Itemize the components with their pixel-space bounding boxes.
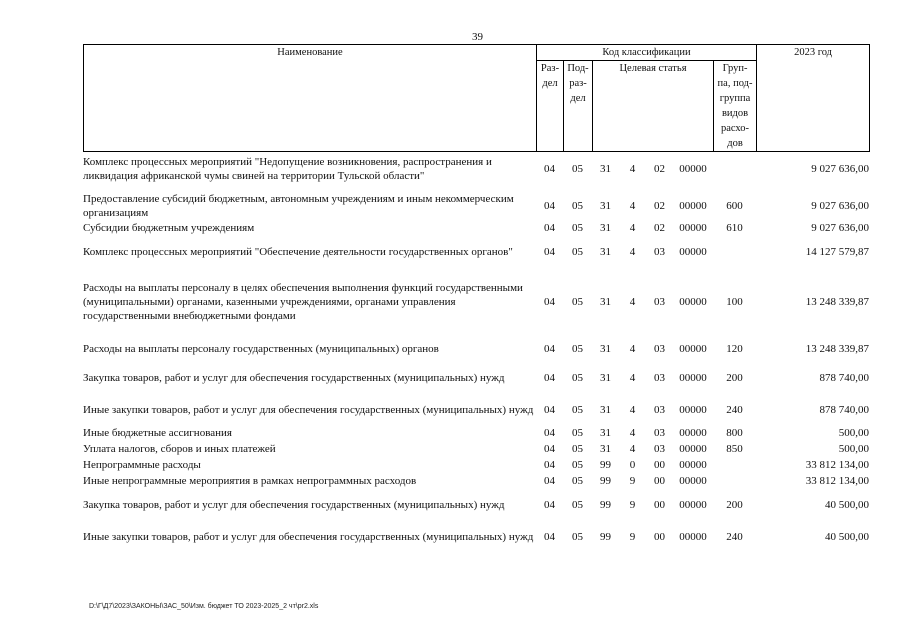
cell-vr: 120 xyxy=(726,343,743,355)
table-row xyxy=(83,336,869,362)
cell-name: Уплата налогов, сборов и иных платежей xyxy=(83,443,276,455)
header-subsection: Под- раз- дел xyxy=(564,61,593,152)
cell-name: Иные закупки товаров, работ и услуг для обеспечения государственных (муниципальных) нужд xyxy=(83,530,534,543)
cell-cs4: 00000 xyxy=(679,530,707,543)
cell-razdel: 04 xyxy=(544,163,555,175)
cell-razdel: 04 xyxy=(544,443,555,455)
cell-razdel: 04 xyxy=(544,295,555,308)
cell-name: Расходы на выплаты персоналу государственных (муниципальных) органов xyxy=(83,343,439,355)
cell-cs3: 03 xyxy=(654,245,665,258)
cell-razdel: 04 xyxy=(544,343,555,355)
cell-cs1: 31 xyxy=(600,163,611,175)
cell-podrazdel: 05 xyxy=(572,403,583,416)
cell-cs4: 00000 xyxy=(679,475,707,487)
cell-cs1: 31 xyxy=(600,403,611,416)
cell-cs1: 99 xyxy=(600,459,611,471)
cell-amount: 500,00 xyxy=(838,427,869,439)
cell-amount: 9 027 636,00 xyxy=(811,163,869,175)
cell-vr xyxy=(713,236,756,267)
cell-vr: 240 xyxy=(726,403,743,416)
cell-name: Комплекс процессных мероприятий "Обеспечение деятельности государственных органов" xyxy=(83,245,513,258)
cell-cs4: 00000 xyxy=(679,199,707,212)
cell-podrazdel: 05 xyxy=(572,498,583,511)
table-row xyxy=(83,489,869,520)
table-row xyxy=(83,473,869,489)
cell-cs1: 31 xyxy=(600,199,611,212)
cell-podrazdel: 05 xyxy=(572,372,583,384)
cell-cs3: 03 xyxy=(654,343,665,355)
cell-razdel: 04 xyxy=(544,475,555,487)
cell-razdel: 04 xyxy=(544,245,555,258)
cell-cs2: 4 xyxy=(629,295,636,308)
cell-amount: 33 812 134,00 xyxy=(805,459,869,471)
cell-cs4: 00000 xyxy=(679,459,707,471)
cell-name: Иные закупки товаров, работ и услуг для обеспечения государственных (муниципальных) нужд xyxy=(83,403,534,416)
cell-podrazdel: 05 xyxy=(572,443,583,455)
cell-amount: 33 812 134,00 xyxy=(805,475,869,487)
cell-cs3: 02 xyxy=(654,163,665,175)
cell-cs1: 99 xyxy=(600,475,611,487)
cell-cs4: 00000 xyxy=(679,498,707,511)
cell-vr xyxy=(713,147,756,191)
header-year: 2023 год xyxy=(757,45,870,152)
data-table xyxy=(83,147,869,553)
cell-razdel: 04 xyxy=(544,403,555,416)
cell-amount: 40 500,00 xyxy=(825,498,869,511)
cell-cs3: 00 xyxy=(654,475,665,487)
cell-amount: 500,00 xyxy=(838,443,869,455)
cell-podrazdel: 05 xyxy=(572,199,583,212)
cell-cs3: 02 xyxy=(654,199,665,212)
table-row xyxy=(83,191,869,220)
cell-vr: 200 xyxy=(726,498,743,511)
cell-podrazdel: 05 xyxy=(572,459,583,471)
cell-cs3: 03 xyxy=(654,443,665,455)
cell-cs4: 00000 xyxy=(679,245,707,258)
cell-podrazdel: 05 xyxy=(572,475,583,487)
cell-cs4: 00000 xyxy=(679,295,707,308)
cell-cs1: 99 xyxy=(600,498,611,511)
header-section: Раз- дел xyxy=(537,61,564,152)
cell-cs2: 9 xyxy=(629,530,636,543)
cell-cs1: 31 xyxy=(600,222,611,234)
cell-name: Субсидии бюджетным учреждениям xyxy=(83,222,255,234)
cell-razdel: 04 xyxy=(544,427,555,439)
cell-vr: 200 xyxy=(726,372,743,384)
cell-amount: 9 027 636,00 xyxy=(811,199,869,212)
table-row xyxy=(83,520,869,553)
cell-cs2: 9 xyxy=(629,498,636,511)
cell-name: Иные бюджетные ассигнования xyxy=(83,427,232,439)
cell-cs3: 03 xyxy=(654,372,665,384)
cell-cs2: 4 xyxy=(629,199,636,212)
cell-cs1: 31 xyxy=(600,427,611,439)
cell-cs3: 03 xyxy=(654,295,665,308)
cell-cs1: 31 xyxy=(600,343,611,355)
cell-vr: 600 xyxy=(726,199,743,212)
cell-name: Комплекс процессных мероприятий "Недопущение возникновения, распространения и ликвидация африканской чумы свиней на территории Тульской области" xyxy=(83,156,492,182)
cell-cs3: 03 xyxy=(654,403,665,416)
cell-cs2: 4 xyxy=(629,427,636,439)
cell-cs3: 02 xyxy=(654,222,665,234)
cell-name: Предоставление субсидий бюджетным, автономным учреждениям и иным некоммерческим организациям xyxy=(83,192,514,219)
cell-name: Закупка товаров, работ и услуг для обеспечения государственных (муниципальных) нужд xyxy=(83,498,505,511)
cell-vr: 610 xyxy=(726,222,743,234)
cell-cs2: 4 xyxy=(629,372,636,384)
table-row xyxy=(83,441,869,457)
cell-podrazdel: 05 xyxy=(572,343,583,355)
cell-cs1: 31 xyxy=(600,372,611,384)
cell-cs1: 31 xyxy=(600,245,611,258)
table-row xyxy=(83,457,869,473)
cell-vr xyxy=(713,457,756,473)
cell-cs4: 00000 xyxy=(679,403,707,416)
cell-cs4: 00000 xyxy=(679,372,707,384)
cell-cs3: 00 xyxy=(654,498,665,511)
cell-amount: 14 127 579,87 xyxy=(805,245,869,258)
cell-cs1: 31 xyxy=(600,443,611,455)
header-group: Груп- па, под- группа видов расхо- дов xyxy=(714,61,757,152)
cell-cs1: 99 xyxy=(600,530,611,543)
cell-amount: 878 740,00 xyxy=(819,403,869,416)
table-row xyxy=(83,362,869,394)
cell-amount: 13 248 339,87 xyxy=(805,295,869,308)
cell-podrazdel: 05 xyxy=(572,222,583,234)
header-name: Наименование xyxy=(84,45,537,152)
table-row xyxy=(83,236,869,267)
cell-cs4: 00000 xyxy=(679,222,707,234)
table-row xyxy=(83,394,869,425)
cell-vr: 100 xyxy=(726,295,743,308)
cell-razdel: 04 xyxy=(544,530,555,543)
cell-cs2: 4 xyxy=(629,343,636,355)
header-target: Целевая статья xyxy=(593,61,714,152)
cell-cs2: 0 xyxy=(629,459,636,471)
cell-cs4: 00000 xyxy=(679,343,707,355)
cell-cs3: 03 xyxy=(654,427,665,439)
cell-podrazdel: 05 xyxy=(572,530,583,543)
cell-vr: 800 xyxy=(726,427,743,439)
page-number: 39 xyxy=(472,31,483,43)
cell-name: Непрограммные расходы xyxy=(83,459,201,471)
cell-name: Расходы на выплаты персоналу в целях обеспечения выполнения функций государственными (муниципальными) органами, казенными учреждениями, органами управления государственными внебюджетными фондами xyxy=(83,281,523,322)
cell-razdel: 04 xyxy=(544,199,555,212)
table-row xyxy=(83,267,869,336)
cell-podrazdel: 05 xyxy=(572,427,583,439)
cell-cs2: 4 xyxy=(629,245,636,258)
cell-amount: 878 740,00 xyxy=(819,372,869,384)
table-row xyxy=(83,425,869,441)
cell-amount: 13 248 339,87 xyxy=(805,343,869,355)
cell-cs2: 4 xyxy=(629,222,636,234)
cell-vr: 240 xyxy=(726,530,743,543)
table-row xyxy=(83,147,869,191)
cell-cs4: 00000 xyxy=(679,427,707,439)
header-code: Код классификации xyxy=(537,45,757,61)
cell-razdel: 04 xyxy=(544,459,555,471)
cell-cs4: 00000 xyxy=(679,443,707,455)
cell-vr xyxy=(713,473,756,489)
cell-razdel: 04 xyxy=(544,372,555,384)
cell-cs3: 00 xyxy=(654,459,665,471)
cell-amount: 40 500,00 xyxy=(825,530,869,543)
cell-razdel: 04 xyxy=(544,498,555,511)
table-header xyxy=(83,44,870,152)
cell-cs3: 00 xyxy=(654,530,665,543)
cell-podrazdel: 05 xyxy=(572,163,583,175)
cell-name: Закупка товаров, работ и услуг для обеспечения государственных (муниципальных) нужд xyxy=(83,372,505,384)
cell-cs1: 31 xyxy=(600,295,611,308)
file-path-footer: D:\Г\Д7\2023\ЗАКОНЫ\ЗАС_50\Изм. бюджет ТО 2023-2025_2 чт\pr2.xls xyxy=(89,603,319,610)
cell-cs2: 4 xyxy=(629,443,636,455)
cell-vr: 850 xyxy=(726,443,743,455)
cell-cs2: 4 xyxy=(629,403,636,416)
table-row xyxy=(83,220,869,236)
cell-podrazdel: 05 xyxy=(572,245,583,258)
cell-cs2: 4 xyxy=(629,163,636,175)
cell-amount: 9 027 636,00 xyxy=(811,222,869,234)
cell-cs4: 00000 xyxy=(679,163,707,175)
cell-razdel: 04 xyxy=(544,222,555,234)
cell-name: Иные непрограммные мероприятия в рамках непрограммных расходов xyxy=(83,475,417,487)
cell-cs2: 9 xyxy=(629,475,636,487)
cell-podrazdel: 05 xyxy=(572,295,583,308)
